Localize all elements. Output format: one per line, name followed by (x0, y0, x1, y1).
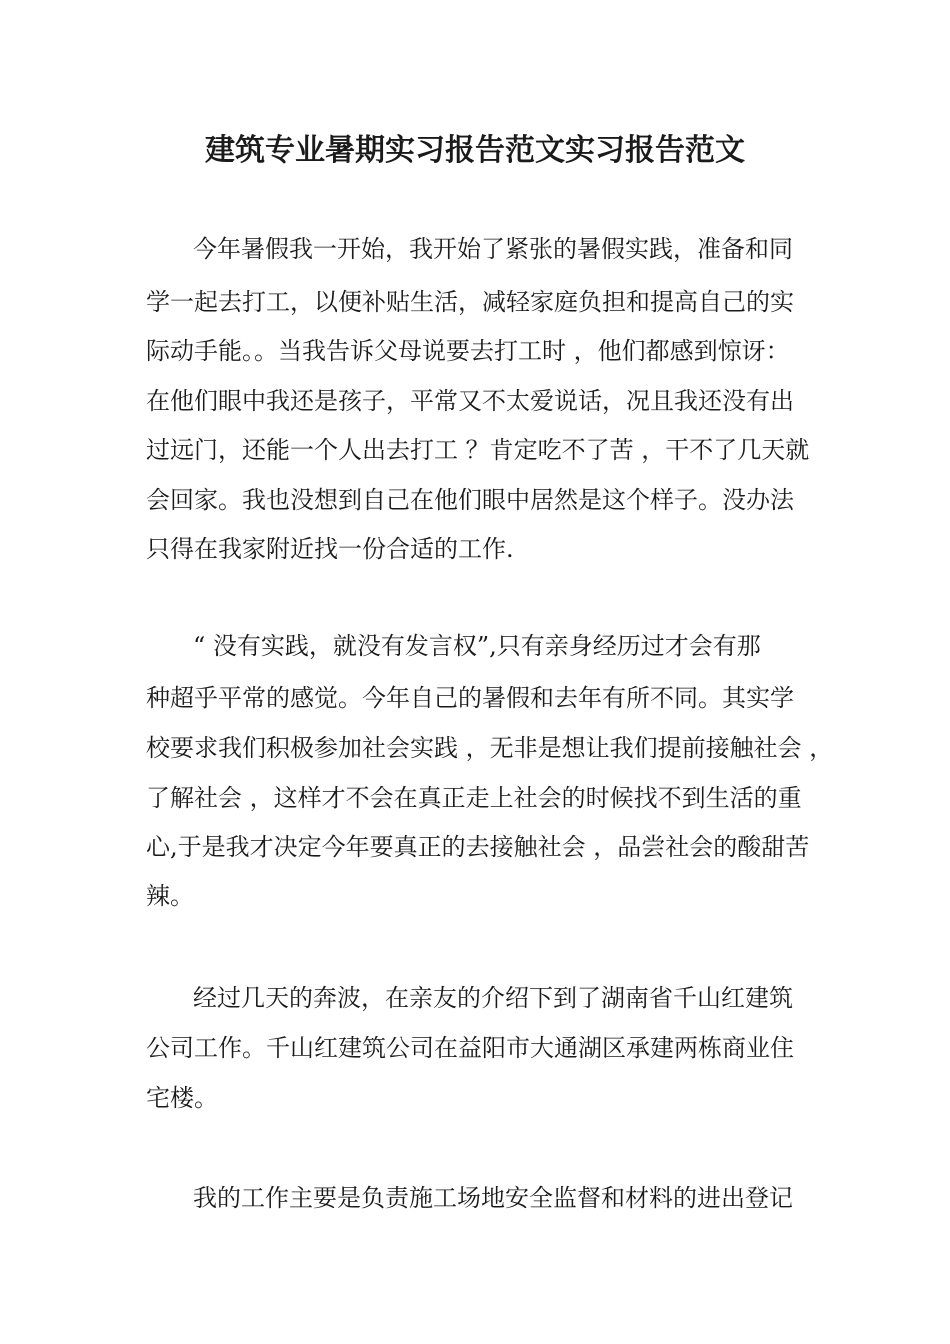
paragraph-1-line-6: 会回家。我也没想到自己在他们眼中居然是这个样子。没办法 (146, 486, 794, 514)
paragraph-1-line-3: 际动手能。。当我告诉父母说要去打工时 ，他们都感到惊讶： (146, 337, 790, 365)
paragraph-2-line-4: 了解社会 ，这样才不会在真正走上社会的时候找不到生活的重 (146, 784, 802, 812)
paragraph-1-line-5: 过远门，还能一个人出去打工 ？肯定吃不了苦 ，干不了几天就 (146, 436, 810, 464)
paragraph-2-line-1: “ 没有实践，就没有发言权”,只有亲身经历过才会有那 (193, 632, 761, 660)
paragraph-1-line-7: 只得在我家附近找一份合适的工作. (146, 535, 514, 563)
paragraph-2-line-2: 种超乎平常的感觉。今年自己的暑假和去年有所不同。其实学 (146, 684, 794, 712)
paragraph-3-line-3: 宅楼。 (146, 1084, 218, 1112)
paragraph-2-line-6: 辣。 (146, 882, 194, 910)
paragraph-2-line-3: 校要求我们积极参加社会实践 ，无非是想让我们提前接触社会 ， (146, 734, 834, 762)
paragraph-4-line-1: 我的工作主要是负责施工场地安全监督和材料的进出登记 (193, 1184, 793, 1212)
paragraph-1-line-1: 今年暑假我一开始，我开始了紧张的暑假实践，准备和同 (193, 235, 793, 263)
document-title: 建筑专业暑期实习报告范文实习报告范文 (205, 133, 745, 168)
paragraph-3-line-1: 经过几天的奔波，在亲友的介绍下到了湖南省千山红建筑 (193, 984, 793, 1012)
paragraph-1-line-2: 学一起去打工，以便补贴生活，减轻家庭负担和提高自己的实 (146, 288, 794, 316)
paragraph-2-line-5: 心,于是我才决定今年要真正的去接触社会 ，品尝社会的酸甜苦 (146, 833, 810, 861)
paragraph-3-line-2: 公司工作。千山红建筑公司在益阳市大通湖区承建两栋商业住 (146, 1034, 794, 1062)
paragraph-1-line-4: 在他们眼中我还是孩子，平常又不太爱说话，况且我还没有出 (146, 387, 794, 415)
